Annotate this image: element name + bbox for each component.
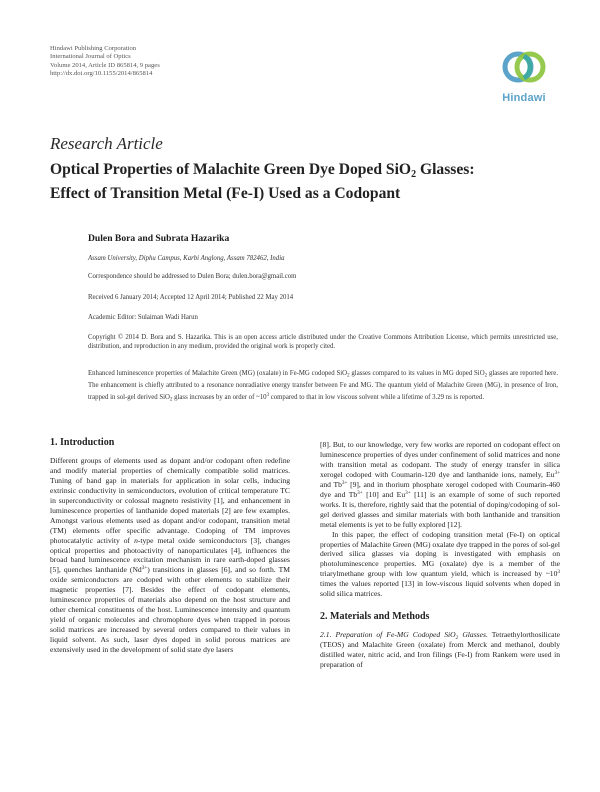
hindawi-logo — [496, 48, 552, 106]
authors: Dulen Bora and Subrata Hazarika — [88, 233, 230, 244]
journal-header — [50, 45, 160, 79]
volume-info: Volume 2014, Article ID 865814, 9 pages — [50, 61, 160, 69]
title-line-2: Effect of Transition Metal (Fe-I) Used as a Codopant — [50, 185, 401, 202]
intro-paragraph-3: In this paper, the effect of codoping transition metal (Fe-I) on optical properties of Malachite Green (MG) oxalate dye trapped in the pores of sol-gel derived silica glasses via doping is investigated with emphasis on photoluminescence properties. MG (oxalate) dye is a member of the triarylmethane group with low quantum yield, which is increased by $\sim 10^3$ times the values reported [13] in low-viscous liquid solvents when doped in solid silica matrices. — [320, 529, 560, 599]
doi-link[interactable]: http://dx.doi.org/10.1155/2014/865814 — [50, 70, 153, 78]
publisher-name: Hindawi Publishing Corporation — [50, 45, 137, 52]
left-column — [50, 438, 290, 655]
hindawi-rings-icon — [496, 48, 552, 92]
journal-name: International Journal of Optics — [50, 53, 131, 61]
title-line-1: Optical Properties of Malachite Green Dye Doped SiO$_2$ Glasses: — [50, 161, 475, 180]
intro-paragraph-2: [8]. But, to our knowledge, very few works are reported on codopant effect on luminescence properties of dyes under confinement of solid matrices and none with transition metal as codopant. The study of energy transfer in silica xerogel codoped with Coumarin-120 dye and lanthanide ions, namely, $Eu^{3+}$ and $Tb^{3+}$ [9], and in thorium phosphate xerogel codoped with Coumarin-460 dye and $Tb^{3+}$ [10] and $Eu^{3+}$ [11] is an example of some of such reported works. It is, therefore, rightly said that the potential of doping/codoping of sol-gel derived glasses and similar materials with both lanthanide and transition metal elements is yet to be fully explored [12]. — [320, 440, 561, 529]
intro-paragraph-1: Different groups of elements used as dopant and/or codopant often redefine and modify material properties of chemically compatible solid matrices. Tuning of band gap in materials for application in solar cells, inducing extrinsic conductivity in semiconductors, evolution of critical temperature TC in superconductivity or colossal magneto resistivity [1], and enhancement in luminescence properties of lanthanide doped materials [2] are few examples. Amongst various elements used as dopant and/or codopant, transition metal (TM) elements offer specific advantage. Codoping of TM improves photocatalytic activity of n-type metal oxide semiconductors [3], changes optical properties and photoactivity of nanoparticulates [4], influences the broad band luminescence excitation mechanism in rare earth-doped glasses [5], quenches lanthanide $(Nd^{3+})$ transitions in glasses [6], and so forth. TM oxide semiconductors are codoped with other elements to stabilize their magnetic properties [7]. Besides the effect of codopant elements, luminescence properties of materials also depend on the host structure and other chemical constituents of the host. Luminescence intensity and quantum yield of organic molecules and chromophore dyes when trapped in porous solid matrices are increased by several orders compared to their values in liquid solvent. As such, laser dyes doped in solid porous matrices are extensively used in the development of solid state dye lasers — [50, 455, 290, 655]
logo-text: Hindawi — [502, 92, 546, 104]
section-heading-introduction: 1. Introduction — [50, 437, 115, 448]
right-column — [320, 440, 560, 670]
copyright-notice: Copyright © 2014 D. Bora and S. Hazarika. This is an open access article distributed under the Creative Commons Attribution License, which permits unrestricted use, distribution, and reproduction in any medium, provided the original work is properly cited. — [88, 334, 558, 351]
section-heading-methods: 2. Materials and Methods — [320, 611, 430, 623]
article-title — [50, 160, 560, 203]
article-dates: Received 6 January 2014; Accepted 12 April 2014; Published 22 May 2014 — [88, 294, 294, 301]
academic-editor: Academic Editor: Sulaiman Wadi Harun — [88, 314, 198, 321]
abstract: Enhanced luminescence properties of Malachite Green (MG) (oxalate) in Fe-MG codoped SiO$_2$ glasses compared to its values in MG doped SiO$_2$ glasses are reported here. The enhancement is chiefly attributed to a resonance nonradiative energy transfer between Fe and MG. The quantum yield of Malachite Green (MG), in presence of Iron, trapped in sol-gel derived SiO$_2$ glass increases by an order of $\sim 10^3$ compared to that in low viscous solvent while a lifetime of 3.29 ns is reported. — [88, 370, 559, 402]
correspondence: Correspondence should be addressed to Dulen Bora; dulen.bora@gmail.com — [88, 273, 297, 280]
article-category: Research Article — [50, 134, 163, 153]
affiliation: Assam University, Diphu Campus, Karbi Anglong, Assam 782462, India — [88, 255, 285, 262]
methods-paragraph-1: 2.1. Preparation of Fe-MG Codoped SiO$_2$ Glasses. Tetraethylorthosilicate (TEOS) and Malachite Green (oxalate) from Merck and methanol, doubly distilled water, nitric acid, and Iron filings (Fe-I) from Rankem were used in preparation of — [320, 630, 560, 670]
